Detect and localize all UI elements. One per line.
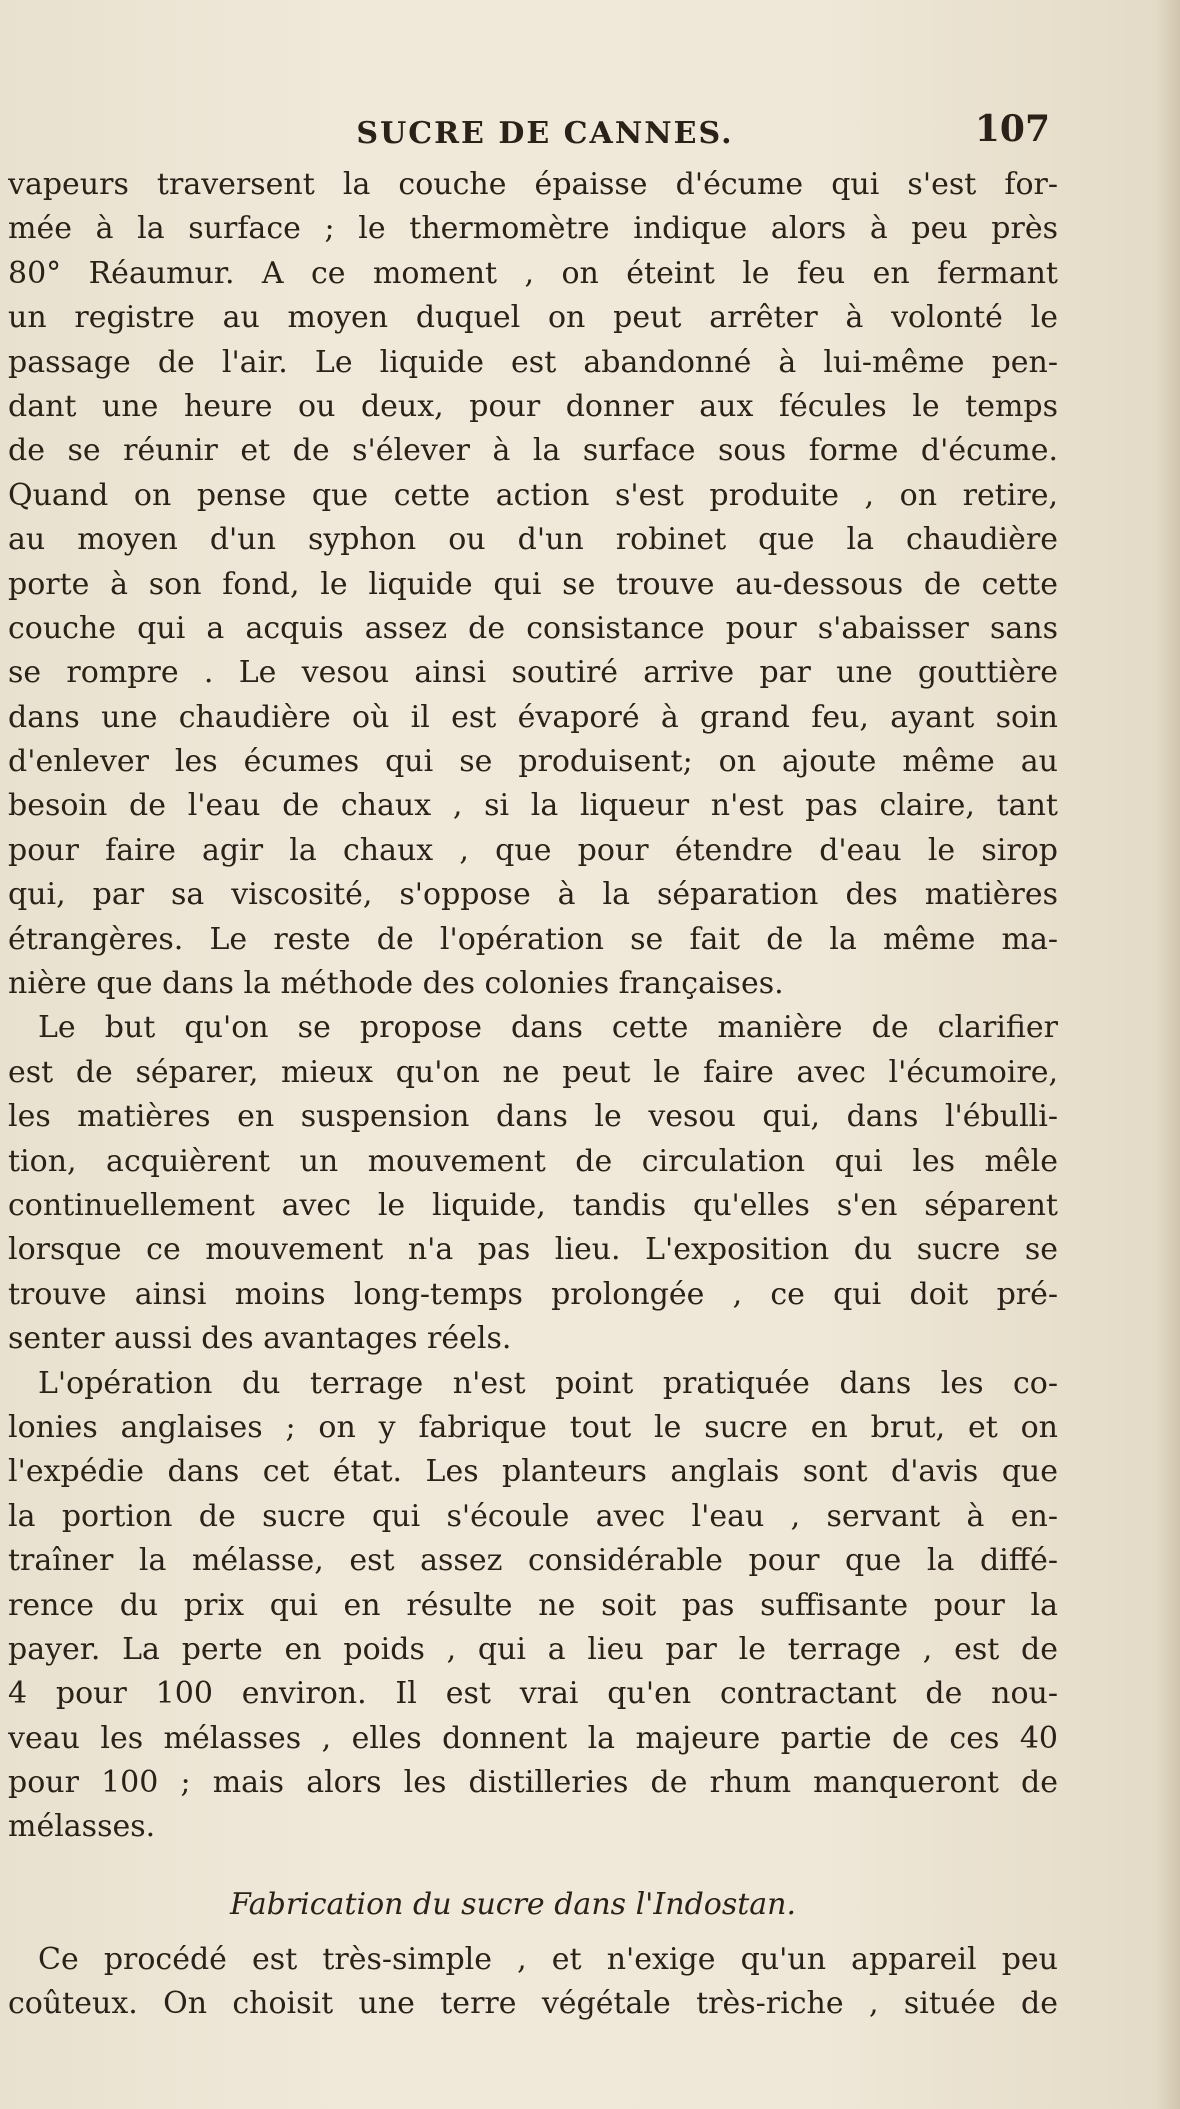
text-line: pour 100 ; mais alors les distilleries de rhum manqueront de — [8, 1765, 1058, 1801]
text-line: au moyen d'un syphon ou d'un robinet que la chaudière — [8, 522, 1058, 558]
text-line: étrangères. Le reste de l'opération se fait de la même ma- — [8, 921, 1058, 957]
text-line: de se réunir et de s'élever à la surface sous forme d'écume. — [8, 433, 1058, 469]
text-line: tion, acquièrent un mouvement de circulation qui les mêle — [8, 1143, 1058, 1179]
running-header — [40, 108, 1050, 158]
text-line: rence du prix qui en résulte ne soit pas suffisante pour la — [8, 1587, 1058, 1623]
section-heading: Fabrication du sucre dans l'Indostan. — [229, 1886, 797, 1922]
text-line: les matières en suspension dans le vesou qui, dans l'ébulli- — [8, 1099, 1058, 1135]
text-line: L'opération du terrage n'est point pratiquée dans les co- — [38, 1365, 1058, 1401]
text-line: est de séparer, mieux qu'on ne peut le faire avec l'écumoire, — [8, 1054, 1058, 1090]
text-line: 80° Réaumur. A ce moment , on éteint le feu en fermant — [8, 255, 1058, 291]
text-line: couche qui a acquis assez de consistance pour s'abaisser sans — [8, 610, 1058, 646]
text-line: dans une chaudière où il est évaporé à grand feu, ayant soin — [8, 699, 1058, 735]
text-line: trouve ainsi moins long-temps prolongée , ce qui doit pré- — [8, 1276, 1058, 1312]
text-line: l'expédie dans cet état. Les planteurs anglais sont d'avis que — [8, 1454, 1058, 1490]
text-line: d'enlever les écumes qui se produisent; on ajoute même au — [8, 744, 1058, 780]
text-line: veau les mélasses , elles donnent la majeure partie de ces 40 — [8, 1720, 1058, 1756]
text-line: nière que dans la méthode des colonies françaises. — [8, 966, 784, 1002]
text-line: coûteux. On choisit une terre végétale très-riche , située de — [8, 1986, 1058, 2022]
page-number: 107 — [974, 108, 1050, 150]
text-line: 4 pour 100 environ. Il est vrai qu'en contractant de nou- — [8, 1676, 1058, 1712]
text-line: un registre au moyen duquel on peut arrêter à volonté le — [8, 300, 1058, 336]
text-line: besoin de l'eau de chaux , si la liqueur n'est pas claire, tant — [8, 788, 1058, 824]
text-line: se rompre . Le vesou ainsi soutiré arrive par une gouttière — [8, 655, 1058, 691]
text-line: mée à la surface ; le thermomètre indique alors à peu près — [8, 211, 1058, 247]
text-line: porte à son fond, le liquide qui se trouve au-dessous de cette — [8, 566, 1058, 602]
text-line: vapeurs traversent la couche épaisse d'écume qui s'est for- — [8, 167, 1058, 202]
body-text — [8, 163, 1058, 2027]
text-line: continuellement avec le liquide, tandis qu'elles s'en séparent — [8, 1187, 1058, 1223]
text-line: Quand on pense que cette action s'est produite , on retire, — [8, 477, 1058, 513]
text-line: traîner la mélasse, est assez considérable pour que la diffé- — [8, 1543, 1058, 1579]
text-line: lonies anglaises ; on y fabrique tout le sucre en brut, et on — [8, 1409, 1058, 1445]
running-title: SUCRE DE CANNES. — [356, 116, 734, 151]
text-line: senter aussi des avantages réels. — [8, 1321, 512, 1357]
text-line: payer. La perte en poids , qui a lieu par le terrage , est de — [8, 1631, 1058, 1667]
page-gutter-shadow — [1156, 0, 1180, 2109]
text-line: mélasses. — [8, 1809, 156, 1845]
text-line: lorsque ce mouvement n'a pas lieu. L'exposition du sucre se — [8, 1232, 1058, 1268]
text-line: qui, par sa viscosité, s'oppose à la séparation des matières — [8, 877, 1058, 913]
text-line: Ce procédé est très-simple , et n'exige qu'un appareil peu — [38, 1941, 1058, 1977]
text-line: la portion de sucre qui s'écoule avec l'eau , servant à en- — [8, 1498, 1058, 1534]
text-line: pour faire agir la chaux , que pour étendre d'eau le sirop — [8, 832, 1058, 868]
text-line: passage de l'air. Le liquide est abandonné à lui-même pen- — [8, 344, 1058, 380]
text-line: dant une heure ou deux, pour donner aux fécules le temps — [8, 388, 1058, 424]
text-line: Le but qu'on se propose dans cette manière de clarifier — [38, 1010, 1058, 1046]
